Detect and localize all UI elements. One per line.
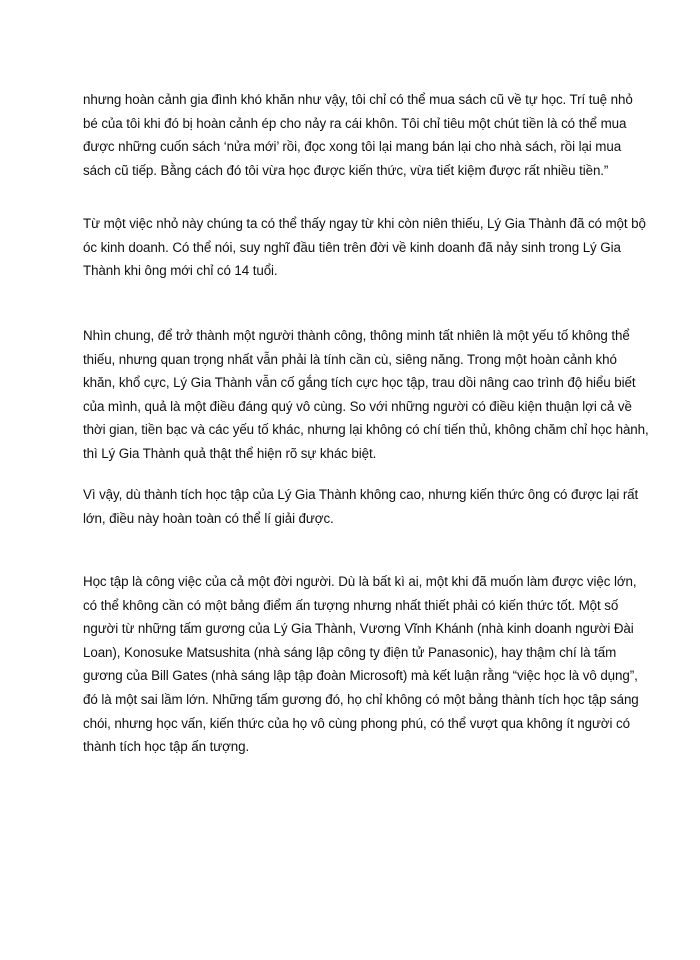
paragraph-line: thì Lý Gia Thành quả thật thể hiện rõ sự khác biệt. bbox=[83, 445, 377, 461]
paragraph-5 bbox=[83, 570, 639, 759]
paragraph-line: nhưng hoàn cảnh gia đình khó khăn như vậy, tôi chỉ có thể mua sách cũ về tự học. Trí tuệ nhỏ bbox=[83, 92, 633, 107]
paragraph-line: người từ những tấm gương của Lý Gia Thành, Vương Vĩnh Khánh (nhà kinh doanh người Đài bbox=[83, 621, 634, 637]
paragraph-3 bbox=[83, 324, 649, 466]
paragraph-line: đó là một sai lầm lớn. Những tấm gương đó, họ chỉ không có một bảng thành tích học tập sáng bbox=[83, 691, 639, 707]
paragraph-line: chói, nhưng học vấn, kiến thức của họ vô cùng phong phú, có thể vượt qua không ít người có bbox=[83, 715, 630, 731]
paragraph-line: có thể không cần có một bảng điểm ấn tượng nhưng nhất thiết phải có kiến thức tốt. Một số bbox=[83, 597, 619, 613]
paragraph-line: Học tập là công việc của cả một đời người. Dù là bất kì ai, một khi đã muốn làm được việc lớn, bbox=[83, 574, 637, 589]
paragraph-2 bbox=[83, 212, 646, 283]
paragraph-line: được những cuốn sách ‘nửa mới’ rồi, đọc xong tôi lại mang bán lại cho nhà sách, rồi lại mua bbox=[83, 139, 622, 155]
paragraph-line: Thành khi ông mới chỉ có 14 tuổi. bbox=[83, 263, 278, 279]
paragraph-line: Từ một việc nhỏ này chúng ta có thể thấy ngay từ khi còn niên thiếu, Lý Gia Thành đã có một bộ bbox=[83, 216, 646, 231]
paragraph-line: bé của tôi khi đó bị hoàn cảnh ép cho nảy ra cái khôn. Tôi chỉ tiêu một chút tiền là có thể mua bbox=[83, 115, 627, 131]
paragraph-line: sách cũ tiếp. Bằng cách đó tôi vừa học được kiến thức, vừa tiết kiệm được rất nhiều tiền.” bbox=[83, 162, 609, 178]
paragraph-line: Vì vậy, dù thành tích học tập của Lý Gia Thành không cao, nhưng kiến thức ông có được lại rất bbox=[83, 487, 639, 502]
paragraph-line: thành tích học tập ấn tượng. bbox=[83, 739, 250, 755]
paragraph-line: Nhìn chung, để trở thành một người thành công, thông minh tất nhiên là một yếu tố không thể bbox=[83, 328, 630, 343]
paragraph-1 bbox=[83, 88, 633, 182]
paragraph-4 bbox=[83, 483, 639, 530]
paragraph-line: óc kinh doanh. Có thể nói, suy nghĩ đầu tiên trên đời về kinh doanh đã nảy sinh trong Lý Gia bbox=[83, 239, 621, 255]
paragraph-line: thiếu, nhưng quan trọng nhất vẫn phải là tính cần cù, siêng năng. Trong một hoàn cảnh khó bbox=[83, 351, 617, 367]
paragraph-line: khăn, khổ cực, Lý Gia Thành vẫn cố gắng tích cực học tập, trau dồi nâng cao trình độ hiểu biết bbox=[83, 375, 636, 391]
paragraph-line: Loan), Konosuke Matsushita (nhà sáng lập công ty điện tử Panasonic), hay thậm chí là tấm bbox=[83, 644, 617, 660]
paragraph-line: lớn, điều này hoàn toàn có thể lí giải được. bbox=[83, 510, 334, 526]
paragraph-line: gương của Bill Gates (nhà sáng lập tập đoàn Microsoft) mà kết luận rằng “việc học là vô dụng”, bbox=[83, 668, 638, 684]
paragraph-line: thời gian, tiền bạc và các yếu tố khác, nhưng lại không có chí tiến thủ, không chăm chỉ học hành, bbox=[83, 422, 649, 438]
paragraph-line: của mình, quả là một điều đáng quý vô cùng. So với những người có điều kiện thuận lợi cả về bbox=[83, 398, 632, 414]
